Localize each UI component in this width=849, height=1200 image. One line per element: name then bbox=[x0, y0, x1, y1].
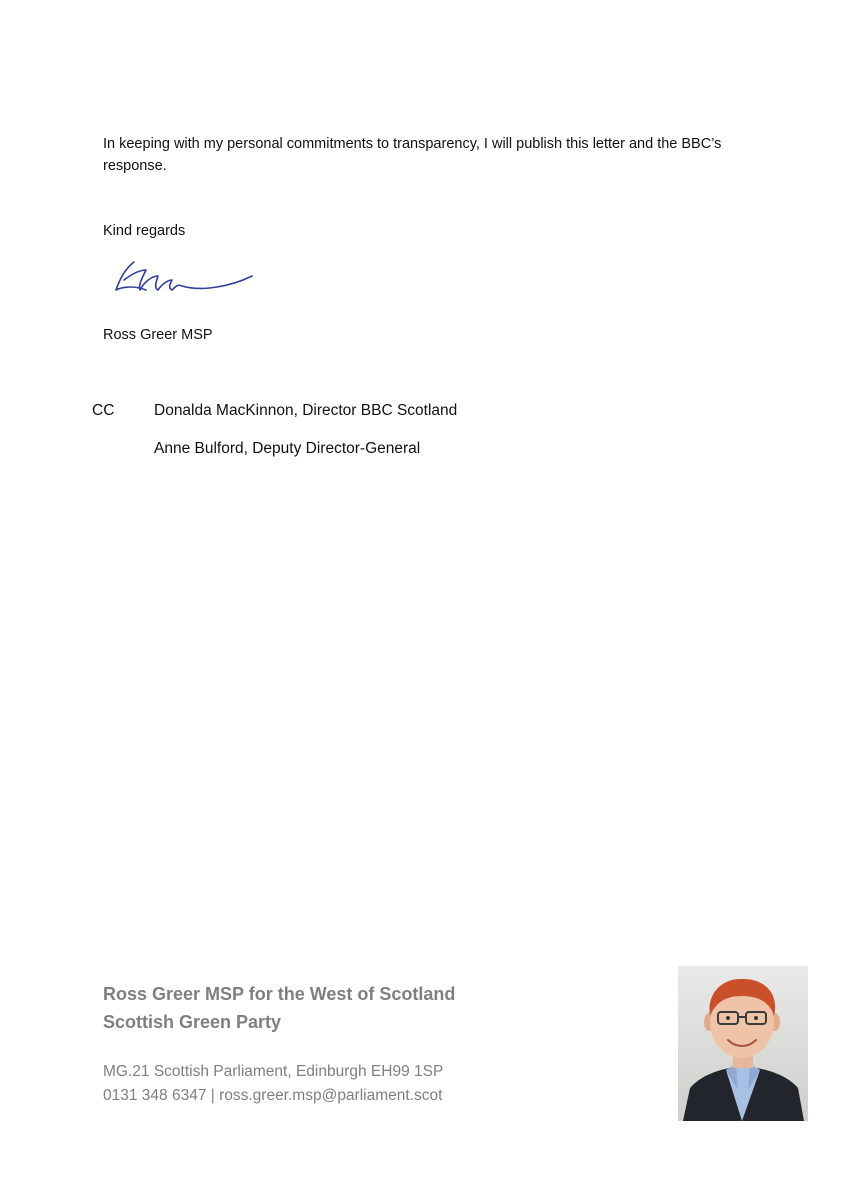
signature-icon bbox=[112, 256, 257, 298]
footer-name: Ross Greer MSP for the West of Scotland bbox=[103, 984, 456, 1004]
footer-party: Scottish Green Party bbox=[103, 1012, 282, 1032]
signatory-name: Ross Greer MSP bbox=[103, 327, 213, 343]
cc-recipient: Anne Bulford, Deputy Director-General bbox=[154, 440, 421, 457]
footer-address: MG.21 Scottish Parliament, Edinburgh EH99 1SP bbox=[103, 1063, 444, 1080]
footer-contact: 0131 348 6347 | ross.greer.msp@parliament.scot bbox=[103, 1087, 443, 1104]
letter-paragraph: In keeping with my personal commitments to transparency, I will publish this letter and the BBC’s response. bbox=[103, 136, 722, 174]
portrait-photo-icon bbox=[678, 966, 808, 1121]
cc-recipient: Donalda MacKinnon, Director BBC Scotland bbox=[154, 402, 458, 419]
closing-line: Kind regards bbox=[103, 223, 186, 239]
cc-label: CC bbox=[92, 402, 115, 419]
